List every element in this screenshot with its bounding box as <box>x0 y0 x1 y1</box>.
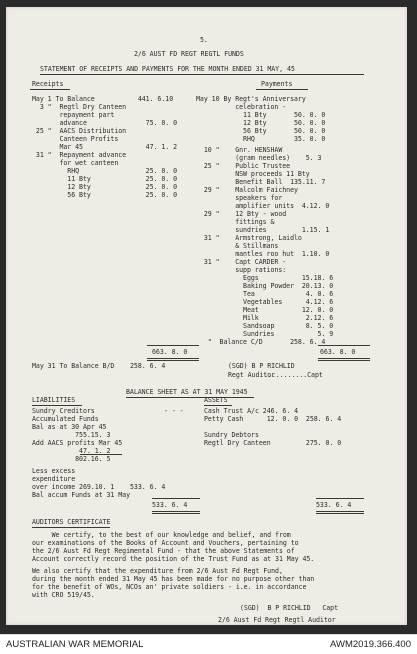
bs-left-rule <box>152 498 200 499</box>
payment-line: celebration - <box>196 103 287 111</box>
certificate-line: We also certify that the expenditure from 2/6 Aust Fd Regt Fund, <box>32 567 283 575</box>
certificate-line: the 2/6 Aust Fd Regt Regimental Fund - that the above Statements of <box>32 547 295 555</box>
receipt-line: 11 Bty 25. 0. 0 <box>32 175 178 183</box>
subtitle-underline <box>40 74 364 75</box>
payment-line: Benefit Ball 135.11. 7 <box>196 178 326 186</box>
payment-line: Eggs 15.18. 6 <box>196 274 334 282</box>
payments-double-rule <box>318 358 370 361</box>
receipt-line: 31 " Repayment advance <box>32 151 127 159</box>
payment-line: & Stillmans <box>196 242 279 250</box>
liability-line: expenditure <box>32 475 76 483</box>
payment-line: Milk 2.12. 6 <box>196 314 334 322</box>
statement-subtitle: STATEMENT OF RECEIPTS AND PAYMENTS FOR THE MONTH ENDED 31 MAY, 45 <box>40 65 295 73</box>
payments-header-underline <box>256 89 308 90</box>
liability-line: Accumulated Funds <box>32 415 99 423</box>
payment-line: 31 " Capt CARDER - <box>196 258 287 266</box>
receipt-line: 56 Bty 25. 0. 0 <box>32 191 178 199</box>
liability-line: over income 269.10. 1 533. 6. 4 <box>32 483 166 491</box>
payment-line: mantles roo hut 1.10. 0 <box>196 250 330 258</box>
certificate-line: Account correctly record the position of the Trust Fund as at 31 May 45. <box>32 555 315 563</box>
signature-1: (SGD) B P RICHLID <box>228 362 295 370</box>
assets-header: ASSETS <box>204 396 228 404</box>
receipt-line: advance 75. 0. 0 <box>32 119 178 127</box>
auditors-header-underline <box>32 527 110 528</box>
balance-sheet-title-underline <box>126 397 254 398</box>
certificate-line: We certify, to the best of our knowledge and belief, and from <box>32 531 291 539</box>
payment-line: 29 " Malcolm Faichney <box>196 186 298 194</box>
document-title: 2/6 AUST FD REGT REGTL FUNDS <box>134 50 244 58</box>
asset-line: Sundry Debtors <box>204 431 259 439</box>
certificate-line: during the month ended 31 May 45 has been made for no purpose other than <box>32 575 315 583</box>
payment-line: 25 " Public Trustee <box>196 162 291 170</box>
balance-sheet-title: BALANCE SHEET AS AT 31 MAY 1945 <box>126 388 248 396</box>
payments-header: Payments <box>261 80 293 88</box>
payment-line: 10 " Gnr. HENSHAW <box>196 146 283 154</box>
receipt-line: Mar 45 47. 1. 2 <box>32 143 178 151</box>
bs-right-double-rule <box>316 511 364 514</box>
page-number: 5. <box>200 36 208 44</box>
payment-line: supp rations: <box>196 266 287 274</box>
liability-line: Less excess <box>32 467 76 475</box>
liability-line: Add AACS profits Mar 45 <box>32 439 123 447</box>
liability-line: 755.15. 3 <box>32 431 111 439</box>
bs-left-double-rule <box>152 511 200 514</box>
receipts-header: Receipts <box>32 80 64 88</box>
balance-sheet-total-left: 533. 6. 4 <box>152 501 188 509</box>
payment-line: RHQ 35. 0. 0 <box>196 135 326 143</box>
receipts-total-rule <box>147 345 199 346</box>
bs-right-rule <box>316 498 364 499</box>
payment-line: fittings & <box>196 218 275 226</box>
asset-line: Cash Trust A/c 246. 6. 4 <box>204 407 299 415</box>
payment-line: Baking Powder 20.13. 0 <box>196 282 334 290</box>
payment-line: (gram needles) 5. 3 <box>196 154 322 162</box>
receipt-line: Canteen Profits <box>32 135 119 143</box>
signature-1-title: Regt Auditor <box>228 371 276 379</box>
payment-line: amplifier units 4.12. 0 <box>196 202 330 210</box>
receipt-line: RHQ 25. 0. 0 <box>32 167 178 175</box>
signature-1-dots: ...........Capt <box>264 371 323 379</box>
payment-line: Sundries 5. 9 <box>196 330 334 338</box>
payment-line: speakers for <box>196 194 283 202</box>
payments-total-rule <box>318 345 370 346</box>
footer-accession-number: AWM2019.366.400 <box>330 639 411 650</box>
balance-sheet-total-right: 533. 6. 4 <box>316 501 352 509</box>
receipts-total: 663. 8. 0 <box>152 348 188 356</box>
receipt-line: repayment part <box>32 111 115 119</box>
payment-line: May 10 By Regt's Anniversary <box>196 95 306 103</box>
archive-footer <box>0 634 417 654</box>
footer-institution: AUSTRALIAN WAR MEMORIAL <box>6 639 144 650</box>
document-page <box>6 7 407 625</box>
payment-line: Vegetables 4.12. 6 <box>196 298 334 306</box>
signature-2-title: 2/6 Aust Fd Regt Regtl Auditor <box>218 616 336 624</box>
receipt-line: May 1 To Balance 441. 6.10 <box>32 95 174 103</box>
receipts-double-rule <box>147 358 199 361</box>
liabilities-header: LIABILITIES <box>32 396 76 404</box>
liabilities-dashes: - - - <box>164 407 184 415</box>
asset-line: Petty Cash 12. 0. 0 258. 6. 4 <box>204 415 342 423</box>
certificate-line: our examinations of the Books of Account and Vouchers, pertaining to <box>32 539 299 547</box>
asset-line: Regtl Dry Canteen 275. 0. 0 <box>204 439 342 447</box>
liability-line: 47. 1. 2 <box>32 447 111 455</box>
payment-line: 29 " 12 Bty - wood <box>196 210 287 218</box>
liability-line: Bal as at 30 Apr 45 <box>32 423 107 431</box>
assets-header-underline <box>204 405 232 406</box>
signature-2: (SGD) B P RICHLID Capt <box>240 604 338 612</box>
liability-line: Bal accum Funds at 31 May <box>32 491 130 499</box>
payment-line: NSW proceeds 11 Bty <box>196 170 310 178</box>
receipt-line: 25 " AACS Distribution <box>32 127 127 135</box>
payment-line: sundries 1.15. 1 <box>196 226 330 234</box>
certificate-line: with CRO 519/45. <box>32 591 95 599</box>
receipt-line: for wet canteen <box>32 159 119 167</box>
liabilities-header-underline <box>32 405 82 406</box>
auditors-certificate-header: AUDITORS CERTIFICATE <box>32 518 111 526</box>
accumulated-subtotal-rule <box>80 454 122 455</box>
liability-line: Sundry Creditors <box>32 407 95 415</box>
payment-line: 31 " Armstrong, Laidlo <box>196 234 302 242</box>
liability-line: 802.16. 5 <box>32 455 111 463</box>
certificate-line: for the benefit of WOs, NCOs an' private soldiers - i.e. in accordance <box>32 583 307 591</box>
payment-line: Tea 4. 0. 6 <box>196 290 334 298</box>
receipt-line: 3 " Regtl Dry Canteen <box>32 103 127 111</box>
payment-line: 11 Bty 50. 0. 0 <box>196 111 326 119</box>
payments-total: 663. 8. 0 <box>320 348 356 356</box>
payment-line: 56 Bty 50. 0. 0 <box>196 127 326 135</box>
payment-line: " Balance C/D 258. 6. 4 <box>196 338 326 346</box>
balance-brought-down: May 31 To Balance B/D 258. 6. 4 <box>32 362 166 370</box>
payment-line: Sandsoap 8. 5. 0 <box>196 322 334 330</box>
payment-line: 12 Bty 50. 0. 0 <box>196 119 326 127</box>
receipt-line: 12 Bty 25. 0. 0 <box>32 183 178 191</box>
payment-line: Meat 12. 0. 0 <box>196 306 334 314</box>
receipts-header-underline <box>30 89 70 90</box>
